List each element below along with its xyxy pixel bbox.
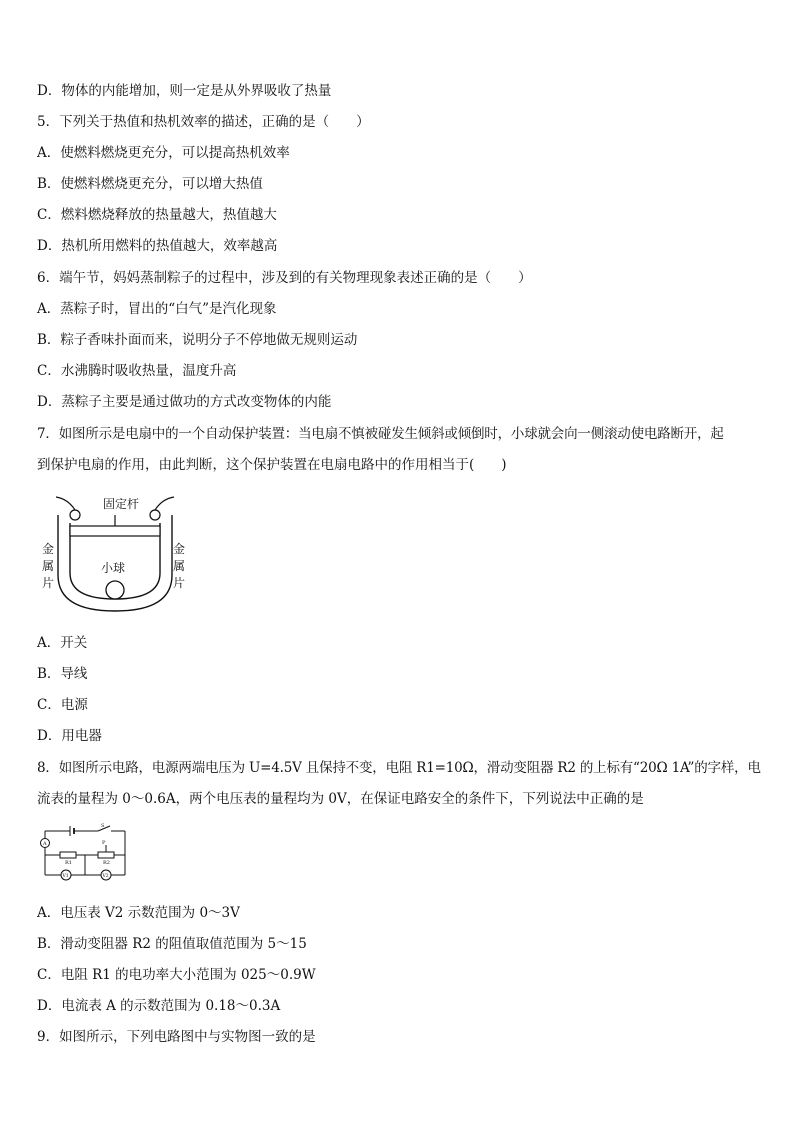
q7-stem-line2: 到保护电扇的作用，由此判断，这个保护装置在电扇电路中的作用相当于( ) bbox=[37, 457, 507, 473]
q7-figure bbox=[40, 493, 190, 618]
resistor-r1 bbox=[60, 852, 76, 858]
circuit-diagram bbox=[40, 823, 130, 885]
q6-stem: 6．端午节，妈妈蒸制粽子的过程中，涉及到的有关物理现象表述正确的是（ ） bbox=[37, 270, 532, 286]
p-label: P bbox=[102, 840, 106, 846]
v2-label: V2 bbox=[102, 874, 109, 879]
left-metal-label-1: 金 bbox=[42, 542, 55, 556]
q5-stem: 5．下列关于热值和热机效率的描述，正确的是（ ） bbox=[37, 114, 370, 130]
rheostat-r2 bbox=[98, 852, 114, 858]
q9-stem: 9．如图所示，下列电路图中与实物图一致的是 bbox=[37, 1029, 316, 1045]
q6-option-b: B．粽子香味扑面而来，说明分子不停地做无规则运动 bbox=[37, 332, 358, 348]
q6-option-c: C．水沸腾时吸收热量，温度升高 bbox=[37, 363, 237, 379]
q8-option-d: D．电流表 A 的示数范围为 0.18～0.3A bbox=[37, 998, 281, 1014]
ball-shape bbox=[106, 581, 124, 599]
q5-option-c: C．燃料燃烧释放的热量越大，热值越大 bbox=[37, 207, 277, 223]
q6-option-a: A．蒸粽子时，冒出的“白气”是汽化现象 bbox=[37, 301, 277, 317]
q7-option-a: A．开关 bbox=[37, 635, 88, 651]
q7-option-d: D．用电器 bbox=[37, 728, 102, 744]
q6-option-d: D．蒸粽子主要是通过做功的方式改变物体的内能 bbox=[37, 394, 332, 410]
q7-option-b: B．导线 bbox=[37, 666, 88, 682]
q8-option-c: C．电阻 R1 的电功率大小范围为 025～0.9W bbox=[37, 967, 316, 983]
left-metal-label-2: 属 bbox=[42, 559, 55, 573]
q5-option-b: B．使燃料燃烧更充分，可以增大热值 bbox=[37, 176, 263, 192]
ball-label: 小球 bbox=[101, 561, 126, 575]
right-metal-label-1: 金 bbox=[173, 542, 186, 556]
q8-option-b: B．滑动变阻器 R2 的阻值取值范围为 5～15 bbox=[37, 936, 307, 952]
q4-option-d: D．物体的内能增加，则一定是从外界吸收了热量 bbox=[37, 83, 332, 99]
right-metal-label-3: 片 bbox=[173, 576, 186, 590]
r2-label: R2 bbox=[103, 860, 110, 866]
q5-option-d: D．热机所用燃料的热值越大，效率越高 bbox=[37, 238, 278, 254]
protection-device-diagram bbox=[40, 493, 190, 618]
v1-label: V1 bbox=[62, 874, 69, 879]
q5-option-a: A．使燃料燃烧更充分，可以提高热机效率 bbox=[37, 145, 290, 161]
q8-option-a: A．电压表 V2 示数范围为 0～3V bbox=[37, 905, 240, 921]
q7-stem-line1: 7．如图所示是电扇中的一个自动保护装置：当电扇不慎被碰发生倾斜或倾倒时，小球就会向一侧滚动使电路断开，起 bbox=[37, 426, 724, 442]
left-metal-label-3: 片 bbox=[42, 576, 55, 590]
q7-option-c: C．电源 bbox=[37, 697, 88, 713]
q8-stem-line2: 流表的量程为 0～0.6A，两个电压表的量程均为 0V，在保证电路安全的条件下，下列说法中正确的是 bbox=[37, 791, 644, 807]
right-metal-label-2: 属 bbox=[173, 559, 186, 573]
ammeter-label: A bbox=[43, 841, 47, 847]
q8-circuit-figure bbox=[40, 823, 130, 885]
q8-stem-line1: 8．如图所示电路，电源两端电压为 U=4.5V 且保持不变，电阻 R1=10Ω，滑动变阻器 R2 的上标有“20Ω 1A”的字样，电 bbox=[37, 760, 761, 776]
switch-label: S bbox=[101, 823, 105, 829]
r1-label: R1 bbox=[65, 860, 72, 866]
fixed-rod-label: 固定杆 bbox=[103, 497, 140, 511]
